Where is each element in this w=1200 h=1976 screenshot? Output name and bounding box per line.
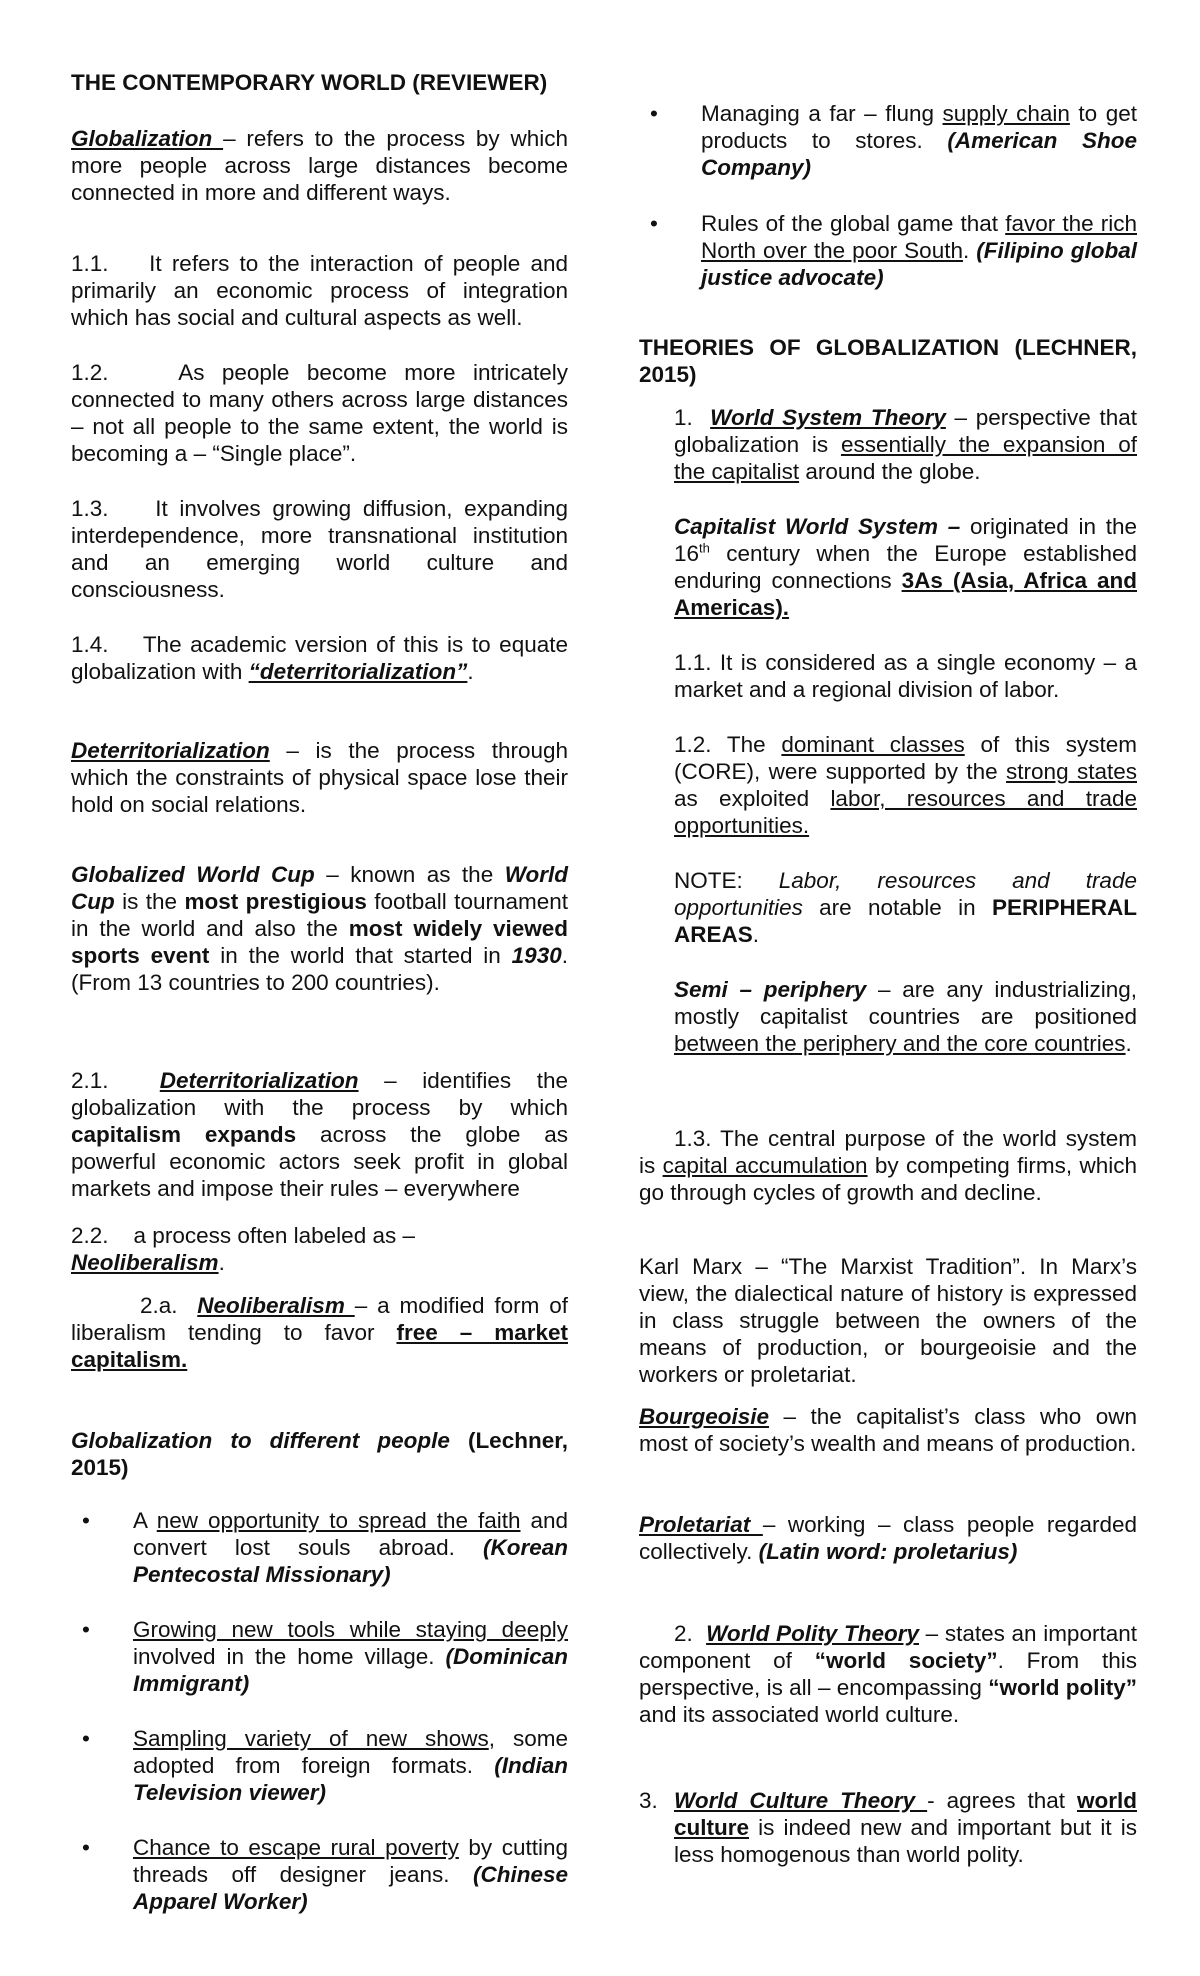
text-run: . (From 13 countries to 200 countries).	[71, 943, 568, 995]
text-run: essentially the expansion of the capitalist	[674, 432, 1137, 484]
text-run: – a modified form of liberalism tending to favor	[71, 1293, 569, 1345]
point-1-2-text: As people become more intricately connected to many others across large distances – not all people to the same extent, the world is becoming a – “Single place”.	[71, 360, 568, 466]
text-run: 1.	[674, 405, 693, 430]
text-run: are notable in	[802, 895, 992, 920]
text-run: th	[699, 540, 710, 556]
bourgeoisie-term: Bourgeoisie	[639, 1404, 770, 1429]
text-run: free – market capitalism.	[71, 1320, 568, 1372]
text-run: Growing new tools while staying deeply	[133, 1617, 568, 1642]
text-run: football tournament in the world and also the	[71, 889, 569, 941]
text-run: (Lechner, 2015)	[71, 1428, 568, 1480]
deterritorialization-definition	[71, 737, 568, 818]
text-run: (Filipino global justice advocate)	[701, 238, 1137, 290]
text-run: NOTE:	[674, 868, 779, 893]
text-run: around the globe.	[799, 459, 981, 484]
text-run: labor, resources and trade opportunities.	[674, 786, 1137, 838]
point-2-1	[71, 1067, 568, 1202]
point-2-a-term: Neoliberalism	[197, 1293, 355, 1318]
list-item-text	[133, 1507, 568, 1588]
text-run: 1.2. The	[674, 732, 782, 757]
text-run: originated in the 16	[674, 514, 1137, 566]
proletariat-definition	[639, 1511, 1137, 1565]
text-run: most widely viewed sports event	[71, 916, 568, 968]
world-cup-paragraph	[71, 861, 568, 996]
list-item-text	[133, 1616, 568, 1697]
text-run: “world society”	[814, 1648, 998, 1673]
text-run: . From this perspective, is all – encompassing	[639, 1648, 1137, 1700]
text-run: and its associated world culture.	[639, 1702, 960, 1727]
text-run: favor the rich North over the poor South	[701, 211, 1137, 263]
world-cup-term: Globalized World Cup	[71, 862, 315, 887]
list-item	[71, 1725, 568, 1806]
text-run: Rules of the global game that	[701, 211, 1006, 236]
world-culture-theory	[639, 1787, 1137, 1868]
point-1-4	[71, 631, 568, 685]
point-1-2	[71, 359, 568, 467]
text-run: and convert lost souls abroad.	[133, 1508, 568, 1560]
point-1-2-num: 1.2.	[71, 360, 109, 385]
text-run: – working – class people regarded collectively.	[639, 1512, 1137, 1564]
proletariat-term: Proletariat	[639, 1512, 763, 1537]
point-1-4-term: “deterritorialization”	[248, 659, 468, 684]
text-run: – identifies the globalization with the process by which	[71, 1068, 568, 1120]
point-2-a-num: 2.a.	[140, 1293, 178, 1318]
element	[674, 1787, 1137, 1868]
people-heading	[71, 1427, 568, 1481]
text-run: “world polity”	[988, 1675, 1137, 1700]
text-run: across the globe as powerful economic actors seek profit in global markets and impose their rules – everywhere	[71, 1122, 568, 1201]
rs-point-1-3	[639, 1125, 1137, 1206]
point-1-1-num: 1.1.	[71, 251, 109, 276]
text-run: involved in the home village.	[133, 1644, 446, 1669]
text-run: by cutting threads off designer jeans.	[133, 1835, 569, 1887]
text-run: is indeed new and important but it is less homogenous than world polity.	[674, 1815, 1137, 1867]
text-run: PERIPHERAL AREAS	[674, 895, 1137, 947]
bullet-icon: •	[650, 211, 658, 236]
point-1-1-text: It refers to the interaction of people and primarily an economic process of integration which has social and cultural aspects as well.	[71, 251, 568, 330]
text-run: new opportunity to spread the faith	[156, 1508, 521, 1533]
text-run: – the capitalist’s class who own most of society’s wealth and means of production.	[639, 1404, 1137, 1456]
text-run: .	[1125, 1031, 1132, 1056]
text-run: world culture	[674, 1788, 1138, 1840]
world-culture-theory-term: World Culture Theory	[674, 1788, 928, 1813]
text-run: to get products to stores.	[701, 101, 1137, 153]
text-run: .	[962, 238, 977, 263]
text-run: century when the Europe established enduring connections	[674, 541, 1137, 593]
text-run: Sampling variety of new shows	[133, 1726, 489, 1751]
page-title: THE CONTEMPORARY WORLD (REVIEWER)	[71, 70, 548, 95]
text-run: - agrees that	[927, 1788, 1078, 1813]
list-item	[639, 100, 1137, 181]
text-run: – known as the	[314, 862, 505, 887]
text-run: .	[752, 922, 760, 947]
point-1-1	[71, 250, 568, 331]
semi-periphery	[674, 976, 1137, 1057]
rs-point-1-1: 1.1. It is considered as a single economy – a market and a regional division of labor.	[674, 650, 1137, 702]
list-item	[639, 210, 1137, 291]
text-run: strong states	[1006, 759, 1137, 784]
text-run: A	[133, 1508, 157, 1533]
text-run: .	[218, 1250, 225, 1275]
point-2-2	[71, 1222, 568, 1276]
text-run: (Indian Television viewer)	[133, 1753, 568, 1805]
marx-paragraph: Karl Marx – “The Marxist Tradition”. In Marx’s view, the dialectical nature of history is expressed in class struggle between the owners of the means of production, or bourgeoisie and the workers or proletariat.	[639, 1254, 1137, 1387]
list-item	[71, 1507, 568, 1588]
text-run: 1930	[511, 943, 562, 968]
point-1-4-num: 1.4.	[71, 632, 109, 657]
rs-point-1-2	[674, 731, 1137, 839]
text-run: World Cup	[71, 862, 569, 914]
text-run: – states an important component of	[639, 1621, 1137, 1673]
text-run: by competing firms, which go through cycles of growth and decline.	[639, 1153, 1137, 1205]
bullet-icon: •	[82, 1726, 90, 1751]
text-run: 3As (Asia, Africa and Americas).	[674, 568, 1137, 620]
list-item	[71, 1616, 568, 1697]
bullet-icon: •	[82, 1835, 90, 1860]
note-paragraph	[674, 867, 1137, 948]
point-2-2-num: 2.2.	[71, 1223, 109, 1248]
globalization-definition	[71, 125, 568, 206]
globalization-term: Globalization	[71, 126, 224, 151]
text-run: most prestigious	[184, 889, 367, 914]
capitalist-world-system-term: Capitalist World System –	[674, 514, 961, 539]
semi-periphery-term: Semi – periphery	[674, 977, 867, 1002]
text-run: capitalism expands	[71, 1122, 297, 1147]
list-item	[71, 1834, 568, 1915]
world-polity-theory-term: World Polity Theory	[706, 1621, 919, 1646]
list-item-text	[133, 1725, 568, 1806]
text-run: (American Shoe Company)	[701, 128, 1137, 180]
list-item-text	[133, 1834, 568, 1915]
deterritorialization-term: Deterritorialization	[71, 738, 270, 763]
text-run: Chance to escape rural poverty	[133, 1835, 459, 1860]
text-run: Labor, resources and trade opportunities	[674, 868, 1137, 920]
capitalist-world-system	[674, 513, 1137, 621]
text-run: (Dominican Immigrant)	[133, 1644, 568, 1696]
text-run: – are any industrializing, mostly capitalist countries are positioned	[674, 977, 1137, 1029]
deterritorialization-def-text: – is the process through which the constraints of physical space lose their hold on social relations.	[71, 738, 568, 817]
list-item-text	[701, 210, 1137, 291]
text-run: of this system (CORE), were supported by the	[674, 732, 1137, 784]
point-1-4-text: The academic version of this is to equate globalization with	[71, 632, 568, 684]
point-2-2-text: a process often labeled as –	[133, 1223, 415, 1248]
text-run: as exploited	[674, 786, 831, 811]
text-run: , some adopted from foreign formats.	[133, 1726, 568, 1778]
text-run: 1.3. The central purpose of the world system is	[639, 1126, 1137, 1178]
globalization-def-text: – refers to the process by which more people across large distances become connected in more and different ways.	[71, 126, 568, 205]
bullet-icon: •	[82, 1617, 90, 1642]
text-run: (Korean Pentecostal Missionary)	[133, 1535, 568, 1587]
list-item-text	[701, 100, 1137, 181]
point-1-3	[71, 495, 568, 603]
point-1-3-num: 1.3.	[71, 496, 109, 521]
bourgeoisie-definition	[639, 1403, 1137, 1457]
text-run: 2.	[674, 1621, 693, 1646]
bullet-icon: •	[82, 1508, 90, 1533]
world-system-theory	[674, 404, 1137, 485]
point-2-2-term: Neoliberalism	[71, 1250, 219, 1275]
bullet-icon: •	[650, 101, 658, 126]
text-run: dominant classes	[781, 732, 965, 757]
text-run: – perspective that globalization is	[674, 405, 1138, 457]
text-run: capital accumulation	[662, 1153, 868, 1178]
point-2-a	[71, 1292, 568, 1373]
text-run: Managing a far – flung	[701, 101, 943, 126]
text-run: 3.	[639, 1788, 658, 1813]
text-run: is the	[114, 889, 185, 914]
text-run: supply chain	[942, 101, 1070, 126]
world-system-theory-term: World System Theory	[710, 405, 946, 430]
point-2-1-term: Deterritorialization	[159, 1068, 359, 1093]
text-run: Globalization to different people	[71, 1428, 450, 1453]
theories-heading: THEORIES OF GLOBALIZATION (LECHNER, 2015)	[639, 335, 1137, 387]
text-run: in the world that started in	[209, 943, 512, 968]
text-run: (Chinese Apparel Worker)	[133, 1862, 568, 1914]
point-2-1-num: 2.1.	[71, 1068, 109, 1093]
text-run: (Latin word: proletarius)	[758, 1539, 1018, 1564]
world-polity-theory	[639, 1620, 1137, 1728]
text-run: between the periphery and the core countries	[674, 1031, 1126, 1056]
point-1-3-text: It involves growing diffusion, expanding interdependence, more transnational institution and an emerging world culture and consciousness.	[71, 496, 568, 602]
point-1-4-post: .	[467, 659, 474, 684]
